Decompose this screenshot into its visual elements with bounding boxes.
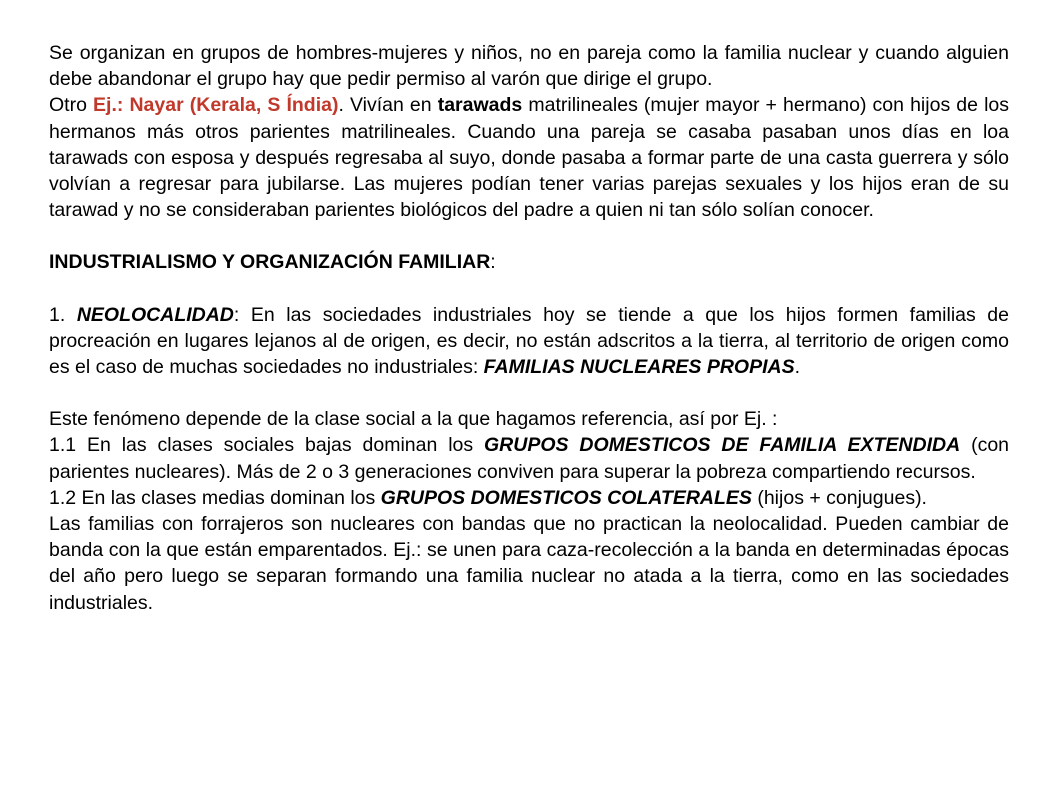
spacer [49, 276, 1009, 302]
neolocalidad-body: : En las sociedades industriales hoy se tiende a que los hijos formen familias de procreación en lugares lejanos al de origen, es decir, no están adscritos a la tierra, al territorio de origen como es el caso de muchas sociedades no industriales: [49, 303, 1009, 379]
heading-colon: : [490, 251, 496, 274]
neolocalidad-term: NEOLOCALIDAD [76, 303, 234, 326]
paragraph-group-organization: Se organizan en grupos de hombres-mujeres y niños, no en pareja como la familia nuclear y cuando alguien debe abandonar el grupo hay que pedir permiso al varón que dirige el grupo. [49, 42, 1009, 91]
lower-classes-lead: 1.1 En las clases sociales bajas dominan los [49, 434, 485, 457]
paragraph-foragers: Las familias con forrajeros son nucleares con bandas que no practican la neolocalidad. Pueden cambiar de banda con la que están emparentados. Ej.: se unen para caza-recolección a la banda en determinadas épocas del año pero luego se separan formando una familia nuclear no atada a la tierra, como en las sociedades industriales. [49, 513, 1009, 614]
paragraph-neolocalidad [49, 302, 1009, 381]
section-heading [49, 249, 1009, 275]
collateral-groups-term: GRUPOS DOMESTICOS COLATERALES [380, 486, 752, 509]
paragraph-lower-classes [49, 432, 1009, 484]
tarawads-term: tarawads [437, 94, 523, 117]
familias-nucleares-term: FAMILIAS NUCLEARES PROPIAS [483, 356, 795, 379]
extended-family-term: GRUPOS DOMESTICOS DE FAMILIA EXTENDIDA [484, 434, 961, 457]
neolocalidad-number: 1. [49, 303, 77, 326]
paragraph-social-class: Este fenómeno depende de la clase social a la que hagamos referencia, así por Ej. : [49, 408, 778, 431]
middle-classes-rest: (hijos + conjugues). [751, 486, 927, 509]
neolocalidad-end: . [794, 356, 801, 379]
spacer [49, 223, 1009, 249]
nayar-example-label: Ej.: Nayar (Kerala, S Índia) [93, 94, 339, 117]
nayar-after-example: . Vivían en [338, 94, 438, 117]
nayar-rest: matrilineales (mujer mayor + hermano) con hijos de los hermanos más otros parientes matrilineales. Cuando una pareja se casaba pasaban unos días en loa tarawads con esposa y después regresaba al suyo, donde pasaba a formar parte de una casta guerrera y sólo volvían a regresar para jubilarse. Las mujeres podían tener varias parejas sexuales y los hijos eran de su tarawad y no se consideraban parientes biológicos del padre a quien ni tan sólo solían conocer. [49, 94, 1009, 222]
nayar-lead: Otro [49, 94, 94, 117]
middle-classes-lead: 1.2 En las clases medias dominan los [49, 486, 381, 509]
lower-classes-rest: (con parientes nucleares). Más de 2 o 3 generaciones conviven para superar la pobreza compartiendo recursos. [49, 434, 1010, 483]
document-body [49, 40, 1009, 616]
paragraph-middle-classes [49, 485, 1009, 511]
spacer [49, 380, 1009, 406]
paragraph-nayar-example [49, 92, 1009, 223]
heading-text: INDUSTRIALISMO Y ORGANIZACIÓN FAMILIAR [49, 251, 491, 274]
